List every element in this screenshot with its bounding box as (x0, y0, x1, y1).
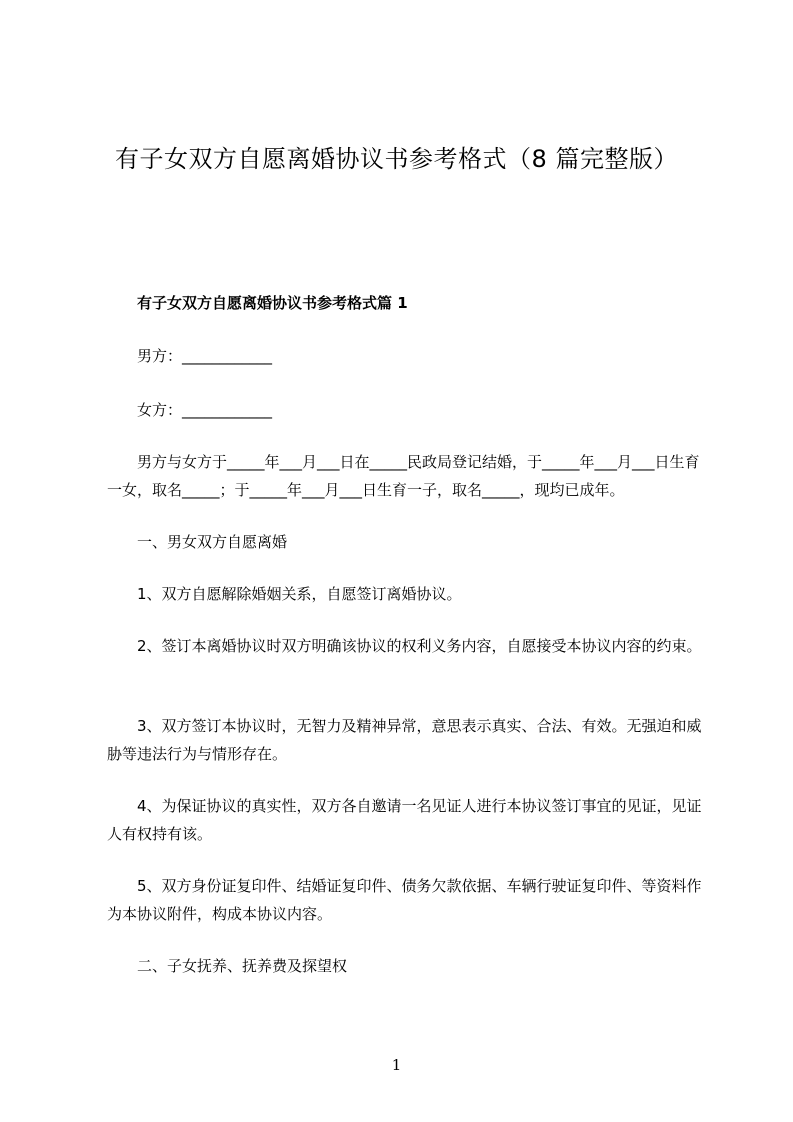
clause-3: 3、双方签订本协议时，无智力及精神异常，意思表示真实、合法、有效。无强迫和威胁等违法行为与情形存在。 (107, 717, 702, 763)
clause-2: 2、签订本离婚协议时双方明确该协议的权利义务内容，自愿接受本协议内容的约束。 (137, 637, 702, 655)
marriage-info-paragraph: 男方与女方于_____年___月___日在_____民政局登记结婚，于_____年___月___日生育一女，取名_____；于_____年___月___日生育一子，取名_____，现均已成年。 (107, 453, 700, 499)
section-heading: 有子女双方自愿离婚协议书参考格式篇 1 (137, 294, 408, 312)
clause-4: 4、为保证协议的真实性，双方各自邀请一名见证人进行本协议签订事宜的见证，见证人有权持有该。 (107, 797, 702, 843)
document-title: 有子女双方自愿离婚协议书参考格式（8 篇完整版） (115, 145, 678, 173)
female-party-line: 女方：____________ (137, 401, 273, 419)
clause-1: 1、双方自愿解除婚姻关系，自愿签订离婚协议。 (137, 585, 462, 603)
page-number: 1 (391, 1056, 402, 1074)
section-two-heading: 二、子女抚养、抚养费及探望权 (137, 957, 348, 975)
clause-5: 5、双方身份证复印件、结婚证复印件、债务欠款依据、车辆行驶证复印件、等资料作为本协议附件，构成本协议内容。 (107, 877, 702, 923)
section-one-heading: 一、男女双方自愿离婚 (137, 533, 288, 551)
male-party-line: 男方：____________ (137, 347, 273, 365)
